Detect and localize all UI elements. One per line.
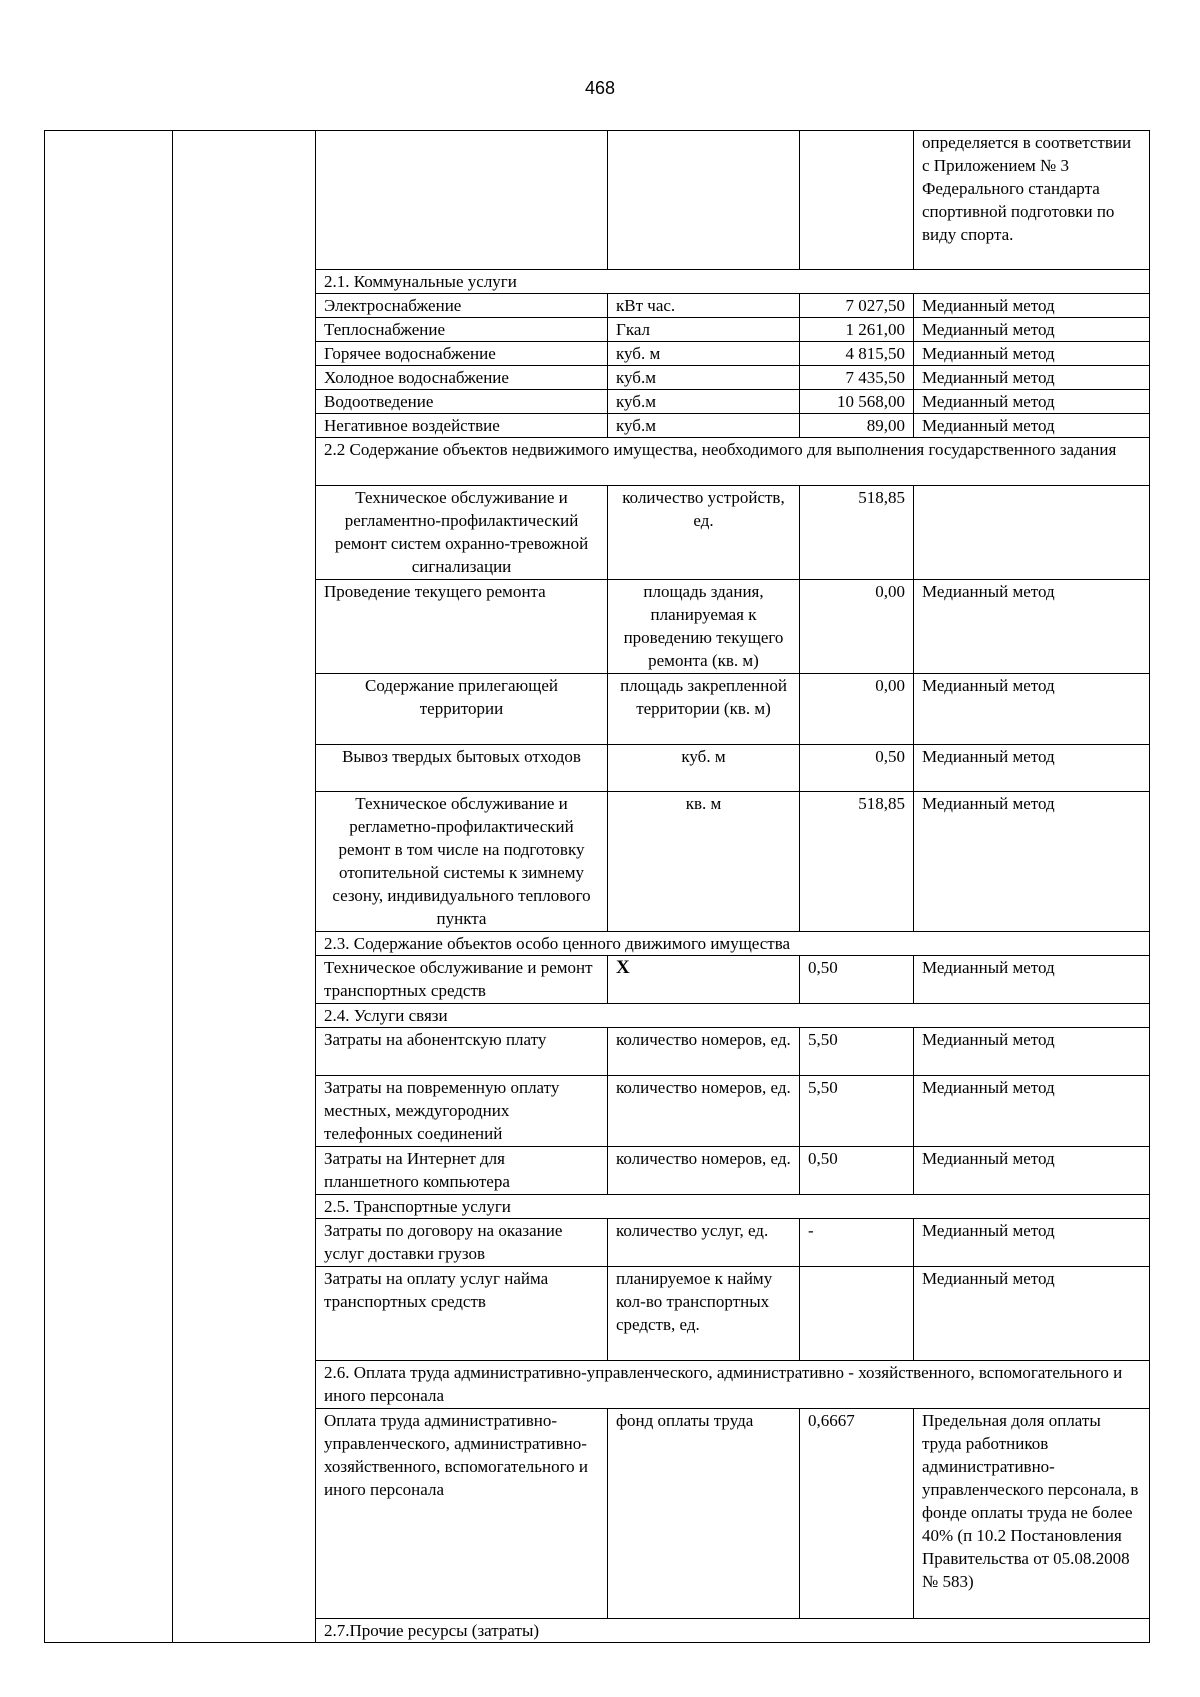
table-row: Проведение текущего ремонта площадь здания, планируемая к проведению текущего ремонта (кв. м) 0,00 Медианный метод: [45, 580, 1150, 674]
method-note: определяется в соответствии с Приложением № 3 Федерального стандарта спортивной подготовки по виду спорта.: [914, 131, 1150, 270]
table-row: Горячее водоснабжение куб. м 4 815,50 Медианный метод: [45, 342, 1150, 366]
left-column-1: [45, 131, 173, 1643]
section-header: 2.4. Услуги связи: [45, 1004, 1150, 1028]
table-row: Содержание прилегающей территории площадь закрепленной территории (кв. м) 0,00 Медианный метод: [45, 674, 1150, 745]
table-row: Затраты на абонентскую плату количество номеров, ед. 5,50 Медианный метод: [45, 1028, 1150, 1076]
table-row: Теплоснабжение Гкал 1 261,00 Медианный метод: [45, 318, 1150, 342]
table-row: Негативное воздействие куб.м 89,00 Медианный метод: [45, 414, 1150, 438]
table-row: Водоотведение куб.м 10 568,00 Медианный метод: [45, 390, 1150, 414]
section-header: 2.3. Содержание объектов особо ценного движимого имущества: [45, 932, 1150, 956]
resources-table: [44, 130, 1150, 1643]
section-header: 2.2 Содержание объектов недвижимого имущества, необходимого для выполнения государственного задания: [45, 438, 1150, 486]
table-row: Техническое обслуживание и регламетно-профилактический ремонт в том числе на подготовку отопительной системы к зимнему сезону, индивидуального теплового пункта кв. м 518,85 Медианный метод: [45, 792, 1150, 932]
left-column-2: [173, 131, 316, 1643]
table-row: Оплата труда административно-управленческого, административно-хозяйственного, вспомогательного и иного персонала фонд оплаты труда 0,6667 Предельная доля оплаты труда работников административно-управленческого персонала, в фонде оплаты труда не более 40% (п 10.2 Постановления Правительства от 05.08.2008 № 583): [45, 1409, 1150, 1619]
table-row: Вывоз твердых бытовых отходов куб. м 0,50 Медианный метод: [45, 745, 1150, 792]
table-row: Техническое обслуживание и ремонт транспортных средств X 0,50 Медианный метод: [45, 956, 1150, 1004]
section-header: 2.6. Оплата труда административно-управленческого, административно - хозяйственного, вспомогательного и иного персонала: [45, 1361, 1150, 1409]
section-header: 2.5. Транспортные услуги: [45, 1195, 1150, 1219]
table-row: [45, 131, 1150, 270]
table-row: Холодное водоснабжение куб.м 7 435,50 Медианный метод: [45, 366, 1150, 390]
section-header: 2.7.Прочие ресурсы (затраты): [45, 1619, 1150, 1643]
page-number: 468: [584, 78, 616, 98]
table-row: Затраты на повременную оплату местных, междугородних телефонных соединений количество номеров, ед. 5,50 Медианный метод: [45, 1076, 1150, 1147]
table-row: Затраты по договору на оказание услуг доставки грузов количество услуг, ед. - Медианный метод: [45, 1219, 1150, 1267]
table-row: Техническое обслуживание и регламентно-профилактический ремонт систем охранно-тревожной сигнализации количество устройств, ед. 518,85: [45, 486, 1150, 580]
table-row: Затраты на Интернет для планшетного компьютера количество номеров, ед. 0,50 Медианный метод: [45, 1147, 1150, 1195]
table-row: Затраты на оплату услуг найма транспортных средств планируемое к найму кол-во транспортных средств, ед. Медианный метод: [45, 1267, 1150, 1361]
table-row: Электроснабжение кВт час. 7 027,50 Медианный метод: [45, 294, 1150, 318]
section-header: 2.1. Коммунальные услуги: [45, 270, 1150, 294]
